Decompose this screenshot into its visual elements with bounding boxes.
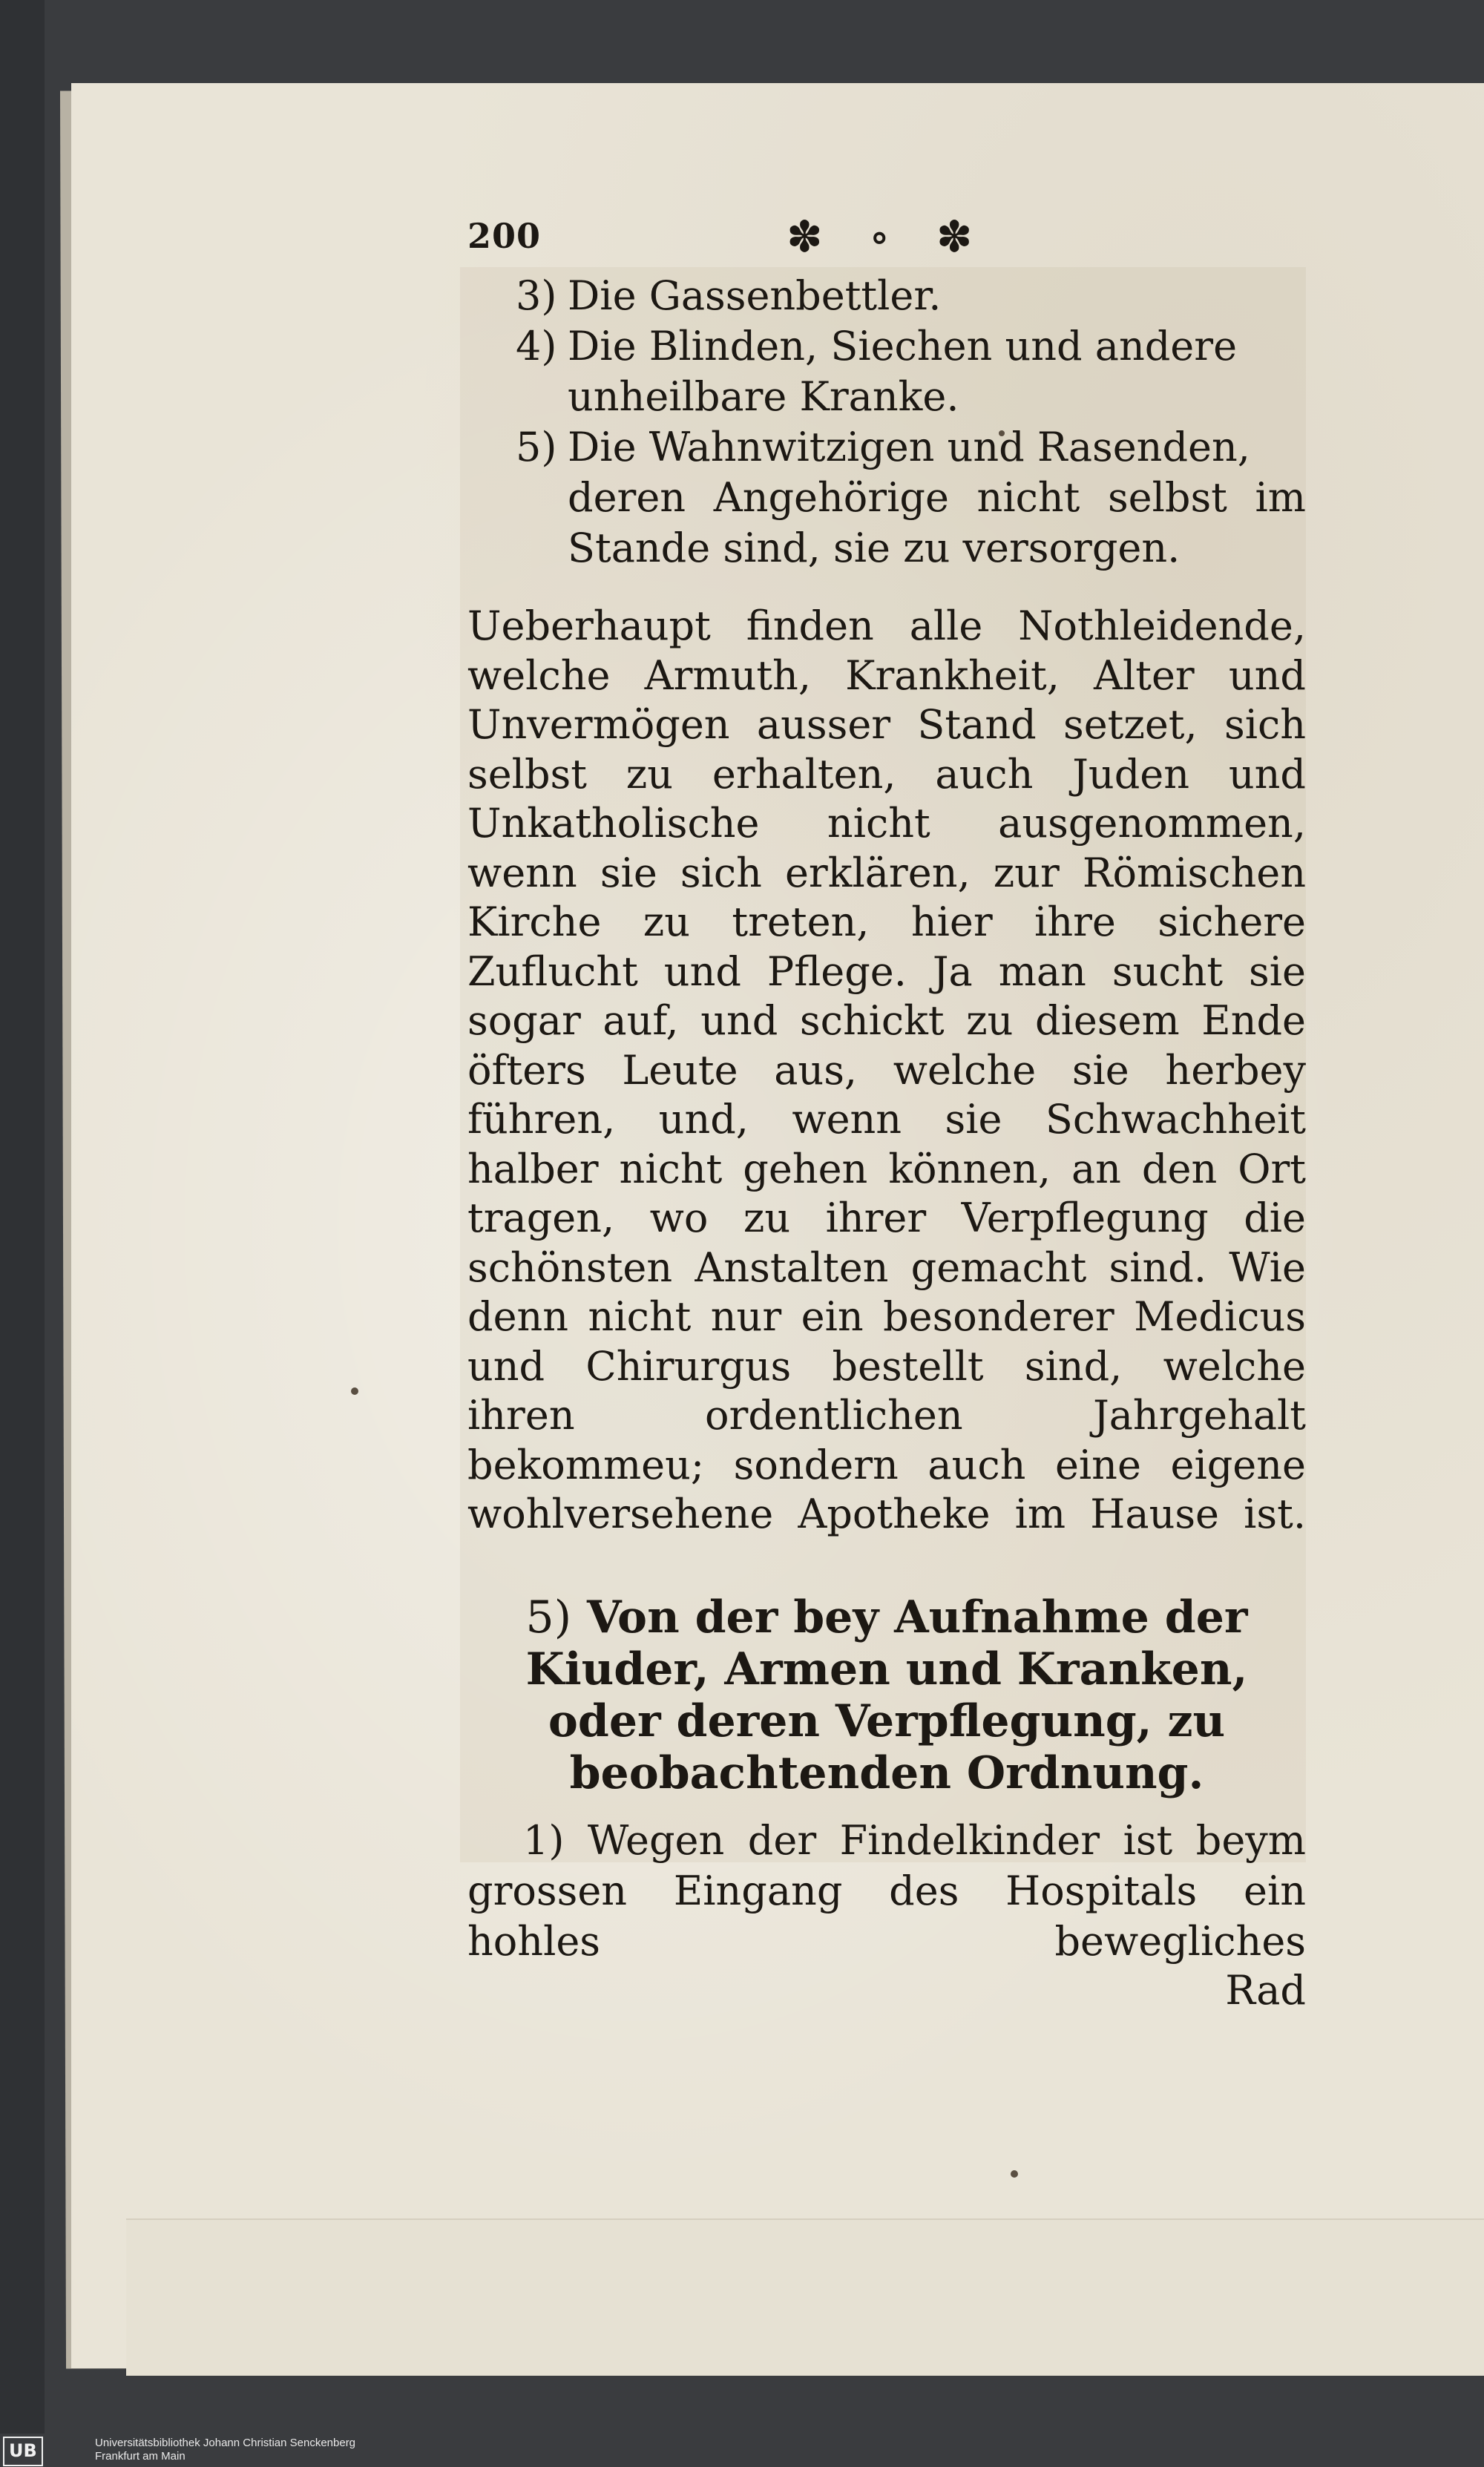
running-header: [467, 211, 1306, 271]
list-item: [467, 321, 1306, 422]
header-ornament-icon: ✽ ∘ ✽: [787, 211, 989, 262]
body-paragraph: Ueberhaupt finden alle Nothleidende, welche Armuth, Krankheit, Alter und Unvermögen ausser Stand setzet, sich selbst zu erhalten, auch Juden und Unkatholische nicht ausgenommen, wenn sie sich erklären, zur Römischen Kirche zu treten, hier ihre sichere Zuflucht und Pflege. Ja man sucht sie sogar auf, und schickt zu diesem Ende öfters Leute aus, welche sie herbey führen, und, wenn sie Schwachheit halber nicht gehen können, an den Ort tragen, wo zu ihrer Verpflegung die schönsten Anstalten gemacht sind. Wie denn nicht nur ein besonderer Medicus und Chirurgus bestellt sind, welche ihren ordentlichen Jahrgehalt bekommeu; sondern auch eine eigene wohlversehene Apotheke im Hause ist.: [467, 602, 1306, 1537]
list-item: [467, 422, 1306, 574]
body-paragraph: 1) Wegen der Findelkinder ist beym grossen Eingang des Hospitals ein hohles bewegliches: [467, 1816, 1306, 1965]
section-number: 5): [525, 1591, 572, 1643]
background-left: [0, 0, 45, 2434]
list-number: 5): [516, 424, 557, 470]
list-text-continued: deren Angehörige nicht selbst im Stande sind, sie zu versorgen.: [568, 474, 1306, 571]
section-title: Von der bey Aufnahme der Kiuder, Armen und Kranken, oder deren Verpflegung, zu beobachtenden Ordnung.: [525, 1591, 1248, 1799]
footer-line-2: Frankfurt am Main: [95, 2450, 186, 2463]
list-item: [467, 271, 1306, 321]
list-text: Die Blinden, Siechen und andere: [568, 323, 1238, 369]
catchword: Rad: [1225, 1966, 1306, 2014]
library-logo: UB: [3, 2437, 43, 2466]
list-number: 4): [516, 323, 557, 369]
list-number: 3): [516, 272, 557, 319]
footer-line-1: Universitätsbibliothek Johann Christian Senckenberg: [95, 2437, 356, 2449]
list-text-continued: unheilbare Kranke.: [568, 373, 959, 420]
page-bottom-edge: [126, 2218, 1484, 2376]
footer-bar: [0, 2434, 1484, 2467]
page-text: [467, 211, 1306, 2014]
section-heading: [467, 1591, 1306, 1799]
list-text: Die Wahnwitzigen und Rasenden,: [568, 424, 1250, 470]
paper-speck: [351, 1387, 358, 1395]
footer-credit: [95, 2437, 355, 2463]
page-number: 200: [467, 216, 542, 256]
list-text: Die Gassenbettler.: [568, 272, 942, 319]
paper-speck: [1011, 2170, 1018, 2178]
